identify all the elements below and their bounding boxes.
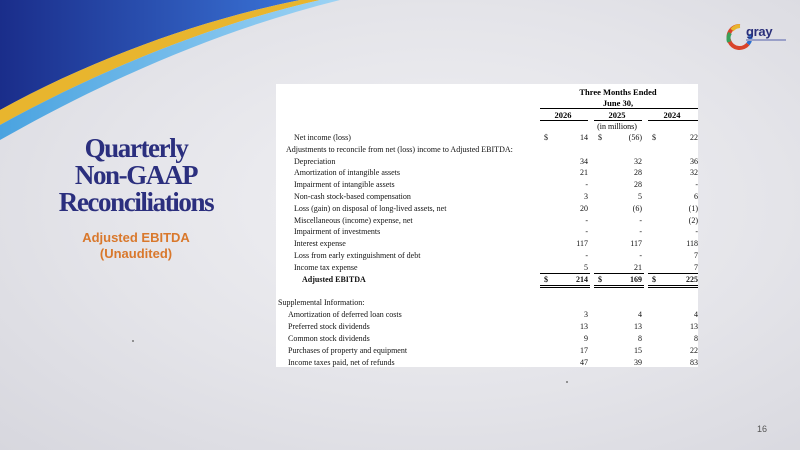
table-row	[276, 167, 698, 178]
cell-value: 8	[638, 334, 642, 343]
cell-value: 22	[690, 133, 698, 142]
cell-value: 5	[638, 192, 642, 201]
cell-value: (56)	[628, 133, 642, 142]
table-row	[276, 345, 698, 356]
cell-value: 13	[690, 322, 698, 332]
cell-value: 36	[690, 156, 698, 166]
cell-value: -	[639, 227, 642, 237]
cell-value: 169	[630, 274, 642, 284]
table-row	[276, 274, 698, 285]
cell-value: 17	[580, 345, 588, 355]
cell-value: -	[585, 180, 588, 190]
supplemental-title	[276, 297, 698, 308]
table-row	[276, 191, 698, 202]
cell-value: 225	[686, 274, 698, 284]
ebitda-table	[276, 84, 698, 367]
cell-value: 28	[634, 168, 642, 178]
year-col-2026: 2026	[554, 110, 572, 120]
cell-value: -	[585, 215, 588, 225]
title-line: Non-GAAP	[74, 160, 198, 190]
table-row	[276, 309, 698, 320]
cell-value: 21	[634, 262, 642, 272]
row-label: Interest expense	[294, 239, 346, 249]
cell-value: 3	[584, 310, 588, 320]
page-number: 16	[757, 424, 768, 434]
year-col-2025: 2025	[608, 110, 626, 120]
dollar-sign: $	[544, 133, 548, 142]
dollar-sign: $	[544, 274, 548, 284]
row-label: Impairment of intangible assets	[294, 180, 395, 190]
table-row	[276, 262, 698, 273]
cell-value: 83	[690, 357, 698, 367]
row-label: Net income (loss)	[294, 133, 351, 142]
cell-value: 13	[634, 322, 642, 332]
cell-value: 214	[576, 274, 588, 284]
row-label: Miscellaneous (income) expense, net	[294, 215, 413, 225]
units-label: (in millions)	[597, 122, 637, 131]
table-row	[276, 203, 698, 214]
cell-value: -	[639, 251, 642, 260]
cell-value: (2)	[688, 215, 698, 225]
row-label: Adjusted EBITDA	[302, 274, 366, 284]
row-label: Depreciation	[294, 156, 336, 166]
row-label: Supplemental Information:	[278, 298, 365, 308]
cell-value: 22	[690, 345, 698, 355]
dollar-sign: $	[598, 274, 602, 284]
decor-dot	[566, 381, 568, 383]
dollar-sign: $	[652, 274, 656, 284]
table-row	[276, 333, 698, 344]
cell-value: 15	[634, 345, 642, 355]
cell-value: 47	[580, 357, 588, 367]
cell-value: 32	[634, 156, 642, 166]
cell-value: 118	[686, 239, 698, 249]
row-label: Income tax expense	[294, 262, 358, 272]
row-label: Income taxes paid, net of refunds	[288, 357, 395, 367]
cell-value: 20	[580, 203, 588, 213]
cell-value: 5	[584, 262, 588, 272]
header-period: Three Months Ended	[579, 87, 657, 97]
row-label: Amortization of intangible assets	[294, 168, 400, 178]
subtitle-line: (Unaudited)	[99, 246, 173, 261]
row-label: Purchases of property and equipment	[288, 345, 408, 355]
title-line: Reconciliations	[58, 187, 214, 217]
row-label: Amortization of deferred loan costs	[288, 310, 402, 320]
cell-value: 4	[694, 310, 698, 320]
decor-dot	[132, 340, 134, 342]
cell-value: 21	[580, 168, 588, 178]
row-label: Loss from early extinguishment of debt	[294, 251, 421, 260]
title-line: Quarterly	[84, 133, 188, 163]
cell-value: -	[585, 251, 588, 260]
row-label: Loss (gain) on disposal of long-lived assets, net	[294, 203, 447, 213]
cell-value: -	[695, 227, 698, 237]
cell-value: (1)	[688, 203, 698, 213]
row-label: Adjustments to reconcile from net (loss) income to Adjusted EBITDA:	[286, 144, 513, 154]
slide-title	[42, 135, 230, 216]
cell-value: 14	[580, 133, 588, 142]
table-row	[276, 238, 698, 249]
dollar-sign: $	[598, 133, 602, 142]
table-row	[276, 179, 698, 190]
cell-value: 8	[694, 334, 698, 343]
table-row	[276, 357, 698, 368]
cell-value: 7	[694, 262, 698, 272]
cell-value: (6)	[632, 203, 642, 213]
row-label: Non-cash stock-based compensation	[294, 192, 411, 201]
header-date: June 30,	[602, 98, 634, 108]
row-label: Common stock dividends	[288, 334, 370, 343]
table-row	[276, 132, 698, 143]
table-row	[276, 144, 698, 155]
cell-value: 117	[630, 239, 642, 249]
cell-value: 4	[638, 310, 642, 320]
row-label: Impairment of investments	[294, 227, 381, 237]
logo-wordmark: gray	[746, 24, 773, 39]
table-row	[276, 226, 698, 237]
cell-value: 9	[584, 334, 588, 343]
cell-value: 13	[580, 322, 588, 332]
table-row	[276, 215, 698, 226]
logo-tagline	[746, 39, 786, 41]
cell-value: 7	[694, 251, 698, 260]
cell-value: 39	[634, 357, 642, 367]
row-label: Preferred stock dividends	[288, 322, 370, 332]
dollar-sign: $	[652, 133, 656, 142]
cell-value: 6	[694, 192, 698, 201]
table-row	[276, 250, 698, 261]
cell-value: 34	[580, 156, 588, 166]
year-col-2024: 2024	[663, 110, 681, 120]
cell-value: 32	[690, 168, 698, 178]
cell-value: -	[639, 215, 642, 225]
table-row	[276, 156, 698, 167]
slide-subtitle	[52, 230, 220, 262]
table-row	[276, 321, 698, 332]
cell-value: 28	[634, 180, 642, 190]
cell-value: -	[695, 180, 698, 190]
cell-value: 117	[576, 239, 588, 249]
cell-value: 3	[584, 192, 588, 201]
cell-value: -	[585, 227, 588, 237]
subtitle-line: Adjusted EBITDA	[82, 230, 190, 245]
